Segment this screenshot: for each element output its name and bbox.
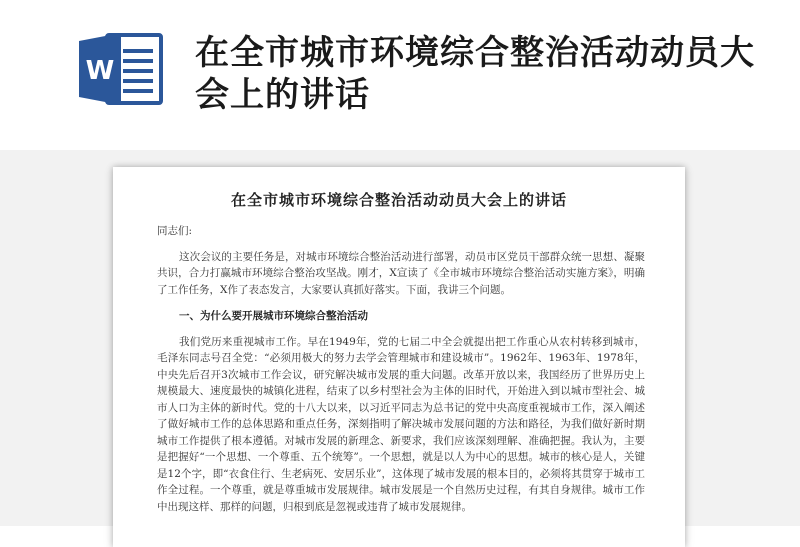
preview-header xyxy=(0,0,800,170)
page-title: 在全市城市环境综合整治活动动员大会上的讲话 xyxy=(230,191,567,209)
section-heading: 一、为什么要开展城市环境综合整治活动 xyxy=(179,310,369,322)
salutation: 同志们: xyxy=(157,225,193,237)
document-title: 在全市城市环境综合整治活动动员大会上的讲话 xyxy=(195,33,755,115)
document-body xyxy=(157,223,645,515)
word-document-icon xyxy=(77,29,165,109)
document-page xyxy=(113,167,685,547)
paragraph-history: 我们党历来重视城市工作。早在1949年，党的七届二中全会就提出把工作重心从农村转移到城市，毛泽东同志号召全党：“必须用极大的努力去学会管理城市和建设城市”。1962年、1963年、1978年，中央先后召开3次城市工作会议，研究解决城市发展的重大问题。改革开放以来，我国经历了世界历史上规模最大、速度最快的城镇化进程，结束了以乡村型社会为主体的旧时代，开始进入到以城市型社会、城市人口为主体的新时代。党的十八大以来，以习近平同志为总书记的党中央高度重视城市工作，深入阐述了做好城市工作的总体思路和重点任务，深刻指明了解决城市发展问题的方法和路径，为我们做好新时期城市工作提供了根本遵循。对城市发展的新理念、新要求，我们应该深刻理解、准确把握。我认为，主要是把握好“一个思想、一个尊重、五个统筹”。一个思想，就是以人为中心的思想。城市的核心是人，关键是12个字，即“衣食住行、生老病死、安居乐业”，这体现了城市发展的根本目的，必须将其贯穿于城市工作全过程。一个尊重，就是尊重城市发展规律。城市发展是一个自然历史过程，有其自身规律。城市工作中出现这样、那样的问题，归根到底是忽视或违背了城市发展规律。 xyxy=(157,335,645,513)
word-letter: W xyxy=(85,56,115,86)
paragraph-intro: 这次会议的主要任务是，对城市环境综合整治活动进行部署，动员市区党员干部群众统一思想、凝聚共识，合力打赢城市环境综合整治攻坚战。刚才，X宣读了《全市城市环境综合整治活动实施方案》，明确了工作任务，X作了表态发言，大家要认真抓好落实。下面，我讲三个问题。 xyxy=(157,250,645,296)
